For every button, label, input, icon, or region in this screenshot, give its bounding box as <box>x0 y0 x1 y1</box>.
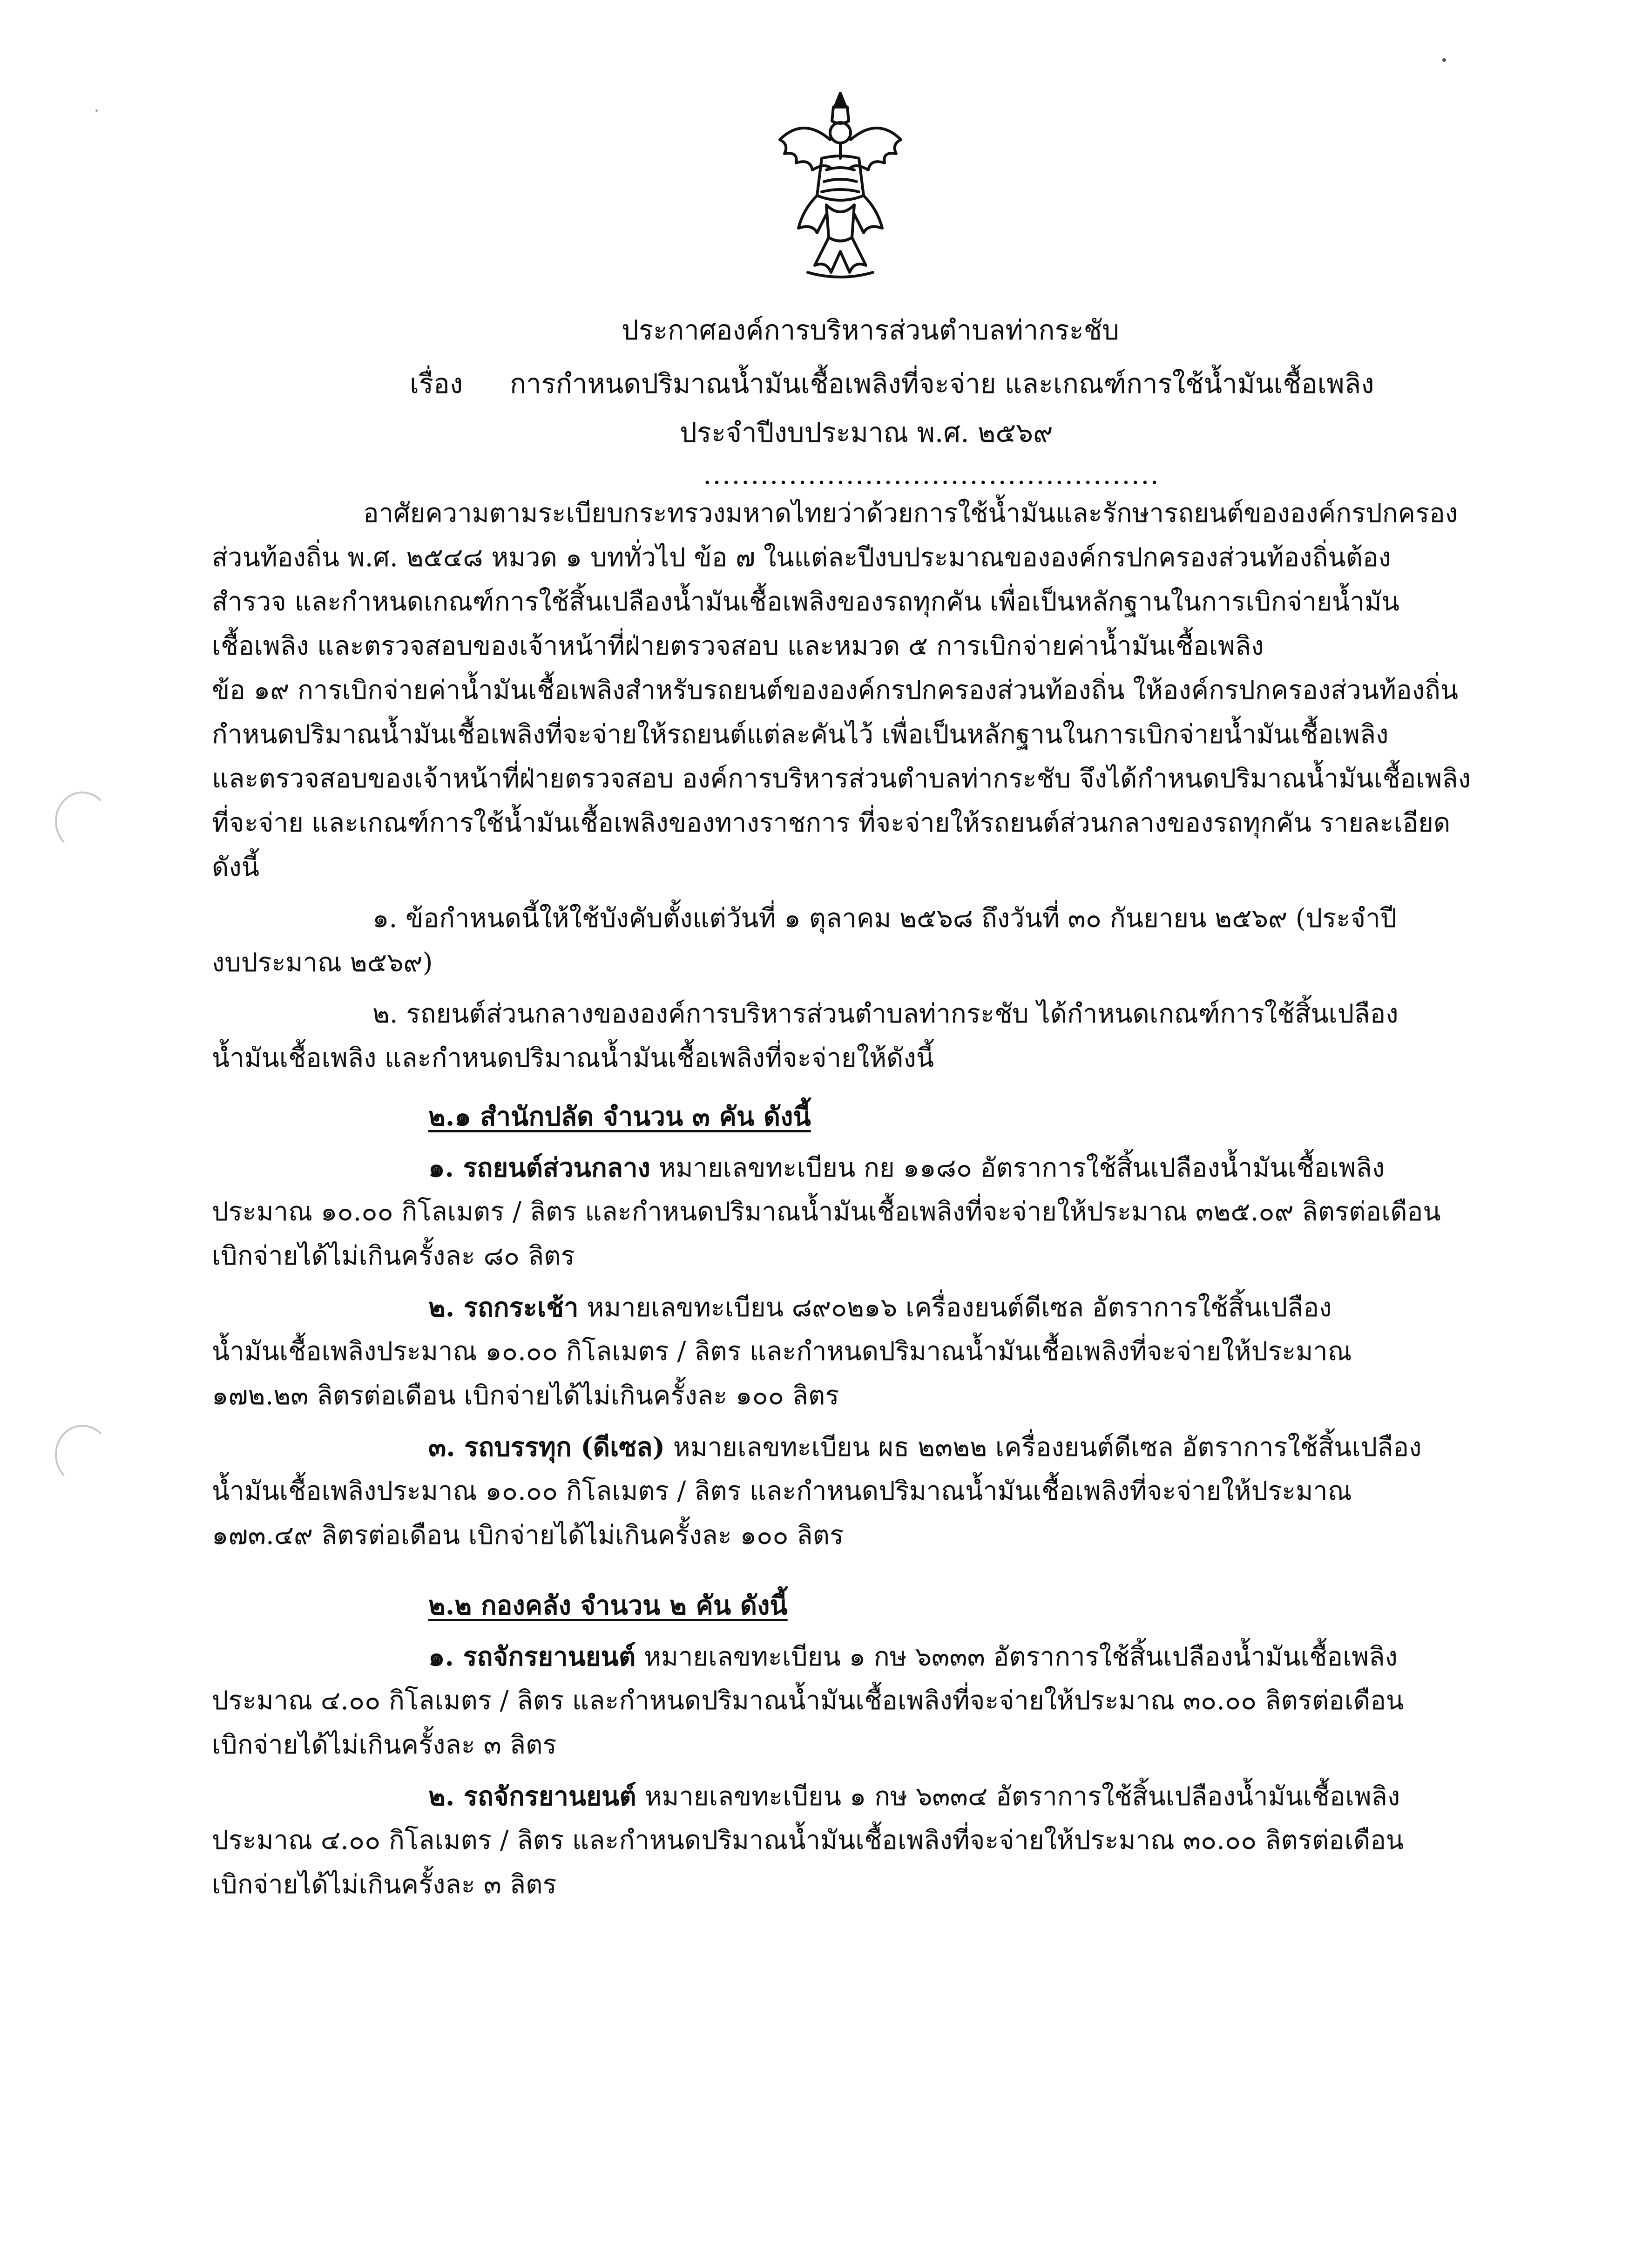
header-divider: ................................................ <box>703 459 1160 490</box>
vehicle-item-line1 <box>428 1641 1398 1672</box>
clause-1-line: งบประมาณ ๒๕๖๙) <box>212 948 433 978</box>
intro-line: กำหนดปริมาณน้ำมันเชื้อเพลิงที่จะจ่ายให้รถยนต์แต่ละคันไว้ เพื่อเป็นหลักฐานในการเบิกจ่ายน้ำมันเชื้อเพลิง <box>212 719 1389 750</box>
vehicle-item-line2: น้ำมันเชื้อเพลิงประมาณ ๑๐.๐๐ กิโลเมตร / ลิตร และกำหนดปริมาณน้ำมันเชื้อเพลิงที่จะจ่ายให้ประมาณ <box>212 1476 1352 1506</box>
vehicle-item-line1 <box>428 1294 1331 1321</box>
vehicle-item-line1 <box>428 1783 1400 1810</box>
vehicle-item-line3: ๑๗๒.๒๓ ลิตรต่อเดือน เบิกจ่ายได้ไม่เกินครั้งละ ๑๐๐ ลิตร <box>212 1381 839 1411</box>
announcement-subject: การกำหนดปริมาณน้ำมันเชื้อเพลิงที่จะจ่าย และเกณฑ์การใช้น้ำมันเชื้อเพลิง <box>510 368 1374 399</box>
section-2-1-heading: ๒.๑ สำนักปลัด จำนวน ๓ คัน ดังนี้ <box>428 1101 811 1132</box>
vehicle-item-line2: น้ำมันเชื้อเพลิงประมาณ ๑๐.๐๐ กิโลเมตร / ลิตร และกำหนดปริมาณน้ำมันเชื้อเพลิงที่จะจ่ายให้ประมาณ <box>212 1336 1352 1367</box>
vehicle-item-line3: เบิกจ่ายได้ไม่เกินครั้งละ ๘๐ ลิตร <box>212 1241 575 1271</box>
scan-speck <box>1442 58 1446 62</box>
scan-speck <box>95 109 98 112</box>
vehicle-label: ๒. รถจักรยานยนต์ <box>428 1781 636 1812</box>
intro-line: สำรวจ และกำหนดเกณฑ์การใช้สิ้นเปลืองน้ำมันเชื้อเพลิงของรถทุกคัน เพื่อเป็นหลักฐานในการเบิกจ่ายน้ำมัน <box>212 587 1399 617</box>
vehicle-details: หมายเลขทะเบียน กย ๑๑๘๐ อัตราการใช้สิ้นเปลืองน้ำมันเชื้อเพลิง <box>650 1153 1385 1183</box>
clause-2-line: ๒. รถยนต์ส่วนกลางขององค์การบริหารส่วนตำบลท่ากระชับ ได้กำหนดเกณฑ์การใช้สิ้นเปลือง <box>372 999 1399 1029</box>
vehicle-item-line1 <box>428 1434 1421 1461</box>
vehicle-label: ๑. รถจักรยานยนต์ <box>428 1641 636 1672</box>
vehicle-details: หมายเลขทะเบียน ๑ กษ ๖๓๓๔ อัตราการใช้สิ้นเปลืองน้ำมันเชื้อเพลิง <box>636 1781 1400 1812</box>
vehicle-item-line2: ประมาณ ๔.๐๐ กิโลเมตร / ลิตร และกำหนดปริมาณน้ำมันเชื้อเพลิงที่จะจ่ายให้ประมาณ ๓๐.๐๐ ลิตรต่อเดือน <box>212 1825 1404 1855</box>
clause-2-line: น้ำมันเชื้อเพลิง และกำหนดปริมาณน้ำมันเชื้อเพลิงที่จะจ่ายให้ดังนี้ <box>212 1043 934 1073</box>
vehicle-item-line2: ประมาณ ๔.๐๐ กิโลเมตร / ลิตร และกำหนดปริมาณน้ำมันเชื้อเพลิงที่จะจ่ายให้ประมาณ ๓๐.๐๐ ลิตรต่อเดือน <box>212 1686 1404 1716</box>
vehicle-item-line3: เบิกจ่ายได้ไม่เกินครั้งละ ๓ ลิตร <box>212 1869 557 1900</box>
intro-line: และตรวจสอบของเจ้าหน้าที่ฝ่ายตรวจสอบ องค์การบริหารส่วนตำบลท่ากระชับ จึงได้กำหนดปริมาณน้ำมันเชื้อเพลิง <box>212 764 1471 794</box>
vehicle-item-line1 <box>428 1152 1385 1183</box>
intro-line: ดังนี้ <box>212 852 259 882</box>
vehicle-item-line2: ประมาณ ๑๐.๐๐ กิโลเมตร / ลิตร และกำหนดปริมาณน้ำมันเชื้อเพลิงที่จะจ่ายให้ประมาณ ๓๒๕.๐๙ ลิตรต่อเดือน <box>212 1197 1441 1227</box>
vehicle-label: ๒. รถกระเช้า <box>428 1292 579 1323</box>
punch-hole-shadow <box>55 1425 110 1484</box>
vehicle-details: หมายเลขทะเบียน ๘๙๐๒๑๖ เครื่องยนต์ดีเซล อัตราการใช้สิ้นเปลือง <box>578 1293 1332 1323</box>
vehicle-details: หมายเลขทะเบียน ๑ กษ ๖๓๓๓ อัตราการใช้สิ้นเปลืองน้ำมันเชื้อเพลิง <box>635 1642 1398 1672</box>
clause-1-line: ๑. ข้อกำหนดนี้ให้ใช้บังคับตั้งแต่วันที่ ๑ ตุลาคม ๒๕๖๘ ถึงวันที่ ๓๐ กันยายน ๒๕๖๙ (ประจำปี <box>372 903 1397 934</box>
subject-label: เรื่อง <box>410 368 463 399</box>
announcement-title: ประกาศองค์การบริหารส่วนตำบลท่ากระชับ <box>622 314 1119 346</box>
punch-hole-shadow <box>55 792 110 851</box>
section-2-2-heading: ๒.๒ กองคลัง จำนวน ๒ คัน ดังนี้ <box>428 1590 788 1621</box>
vehicle-item-line3: เบิกจ่ายได้ไม่เกินครั้งละ ๓ ลิตร <box>212 1730 557 1760</box>
fiscal-year: ประจำปีงบประมาณ พ.ศ. ๒๕๖๙ <box>680 417 1053 448</box>
vehicle-details: หมายเลขทะเบียน ผธ ๒๓๒๒ เครื่องยนต์ดีเซล อัตราการใช้สิ้นเปลือง <box>665 1432 1422 1462</box>
vehicle-label: ๑. รถยนต์ส่วนกลาง <box>428 1152 650 1183</box>
intro-line: อาศัยความตามระเบียบกระทรวงมหาดไทยว่าด้วยการใช้น้ำมันและรักษารถยนต์ขององค์กรปกครอง <box>363 498 1458 528</box>
intro-line: ข้อ ๑๙ การเบิกจ่ายค่าน้ำมันเชื้อเพลิงสำหรับรถยนต์ขององค์กรปกครองส่วนท้องถิ่น ให้องค์กรปกครองส่วนท้องถิ่น <box>212 675 1459 705</box>
intro-line: เชื้อเพลิง และตรวจสอบของเจ้าหน้าที่ฝ่ายตรวจสอบ และหมวด ๕ การเบิกจ่ายค่าน้ำมันเชื้อเพลิง <box>212 631 1264 661</box>
intro-line: ส่วนท้องถิ่น พ.ศ. ๒๕๔๘ หมวด ๑ บททั่วไป ข้อ ๗ ในแต่ละปีงบประมาณขององค์กรปกครองส่วนท้องถิ่นต้อง <box>212 542 1391 573</box>
vehicle-label: ๓. รถบรรทุก (ดีเซล) <box>428 1432 665 1462</box>
garuda-emblem-icon <box>770 88 910 284</box>
intro-line: ที่จะจ่าย และเกณฑ์การใช้น้ำมันเชื้อเพลิงของทางราชการ ที่จะจ่ายให้รถยนต์ส่วนกลางของรถทุกคัน รายละเอียด <box>212 808 1451 838</box>
vehicle-item-line3: ๑๗๓.๔๙ ลิตรต่อเดือน เบิกจ่ายได้ไม่เกินครั้งละ ๑๐๐ ลิตร <box>212 1520 844 1550</box>
